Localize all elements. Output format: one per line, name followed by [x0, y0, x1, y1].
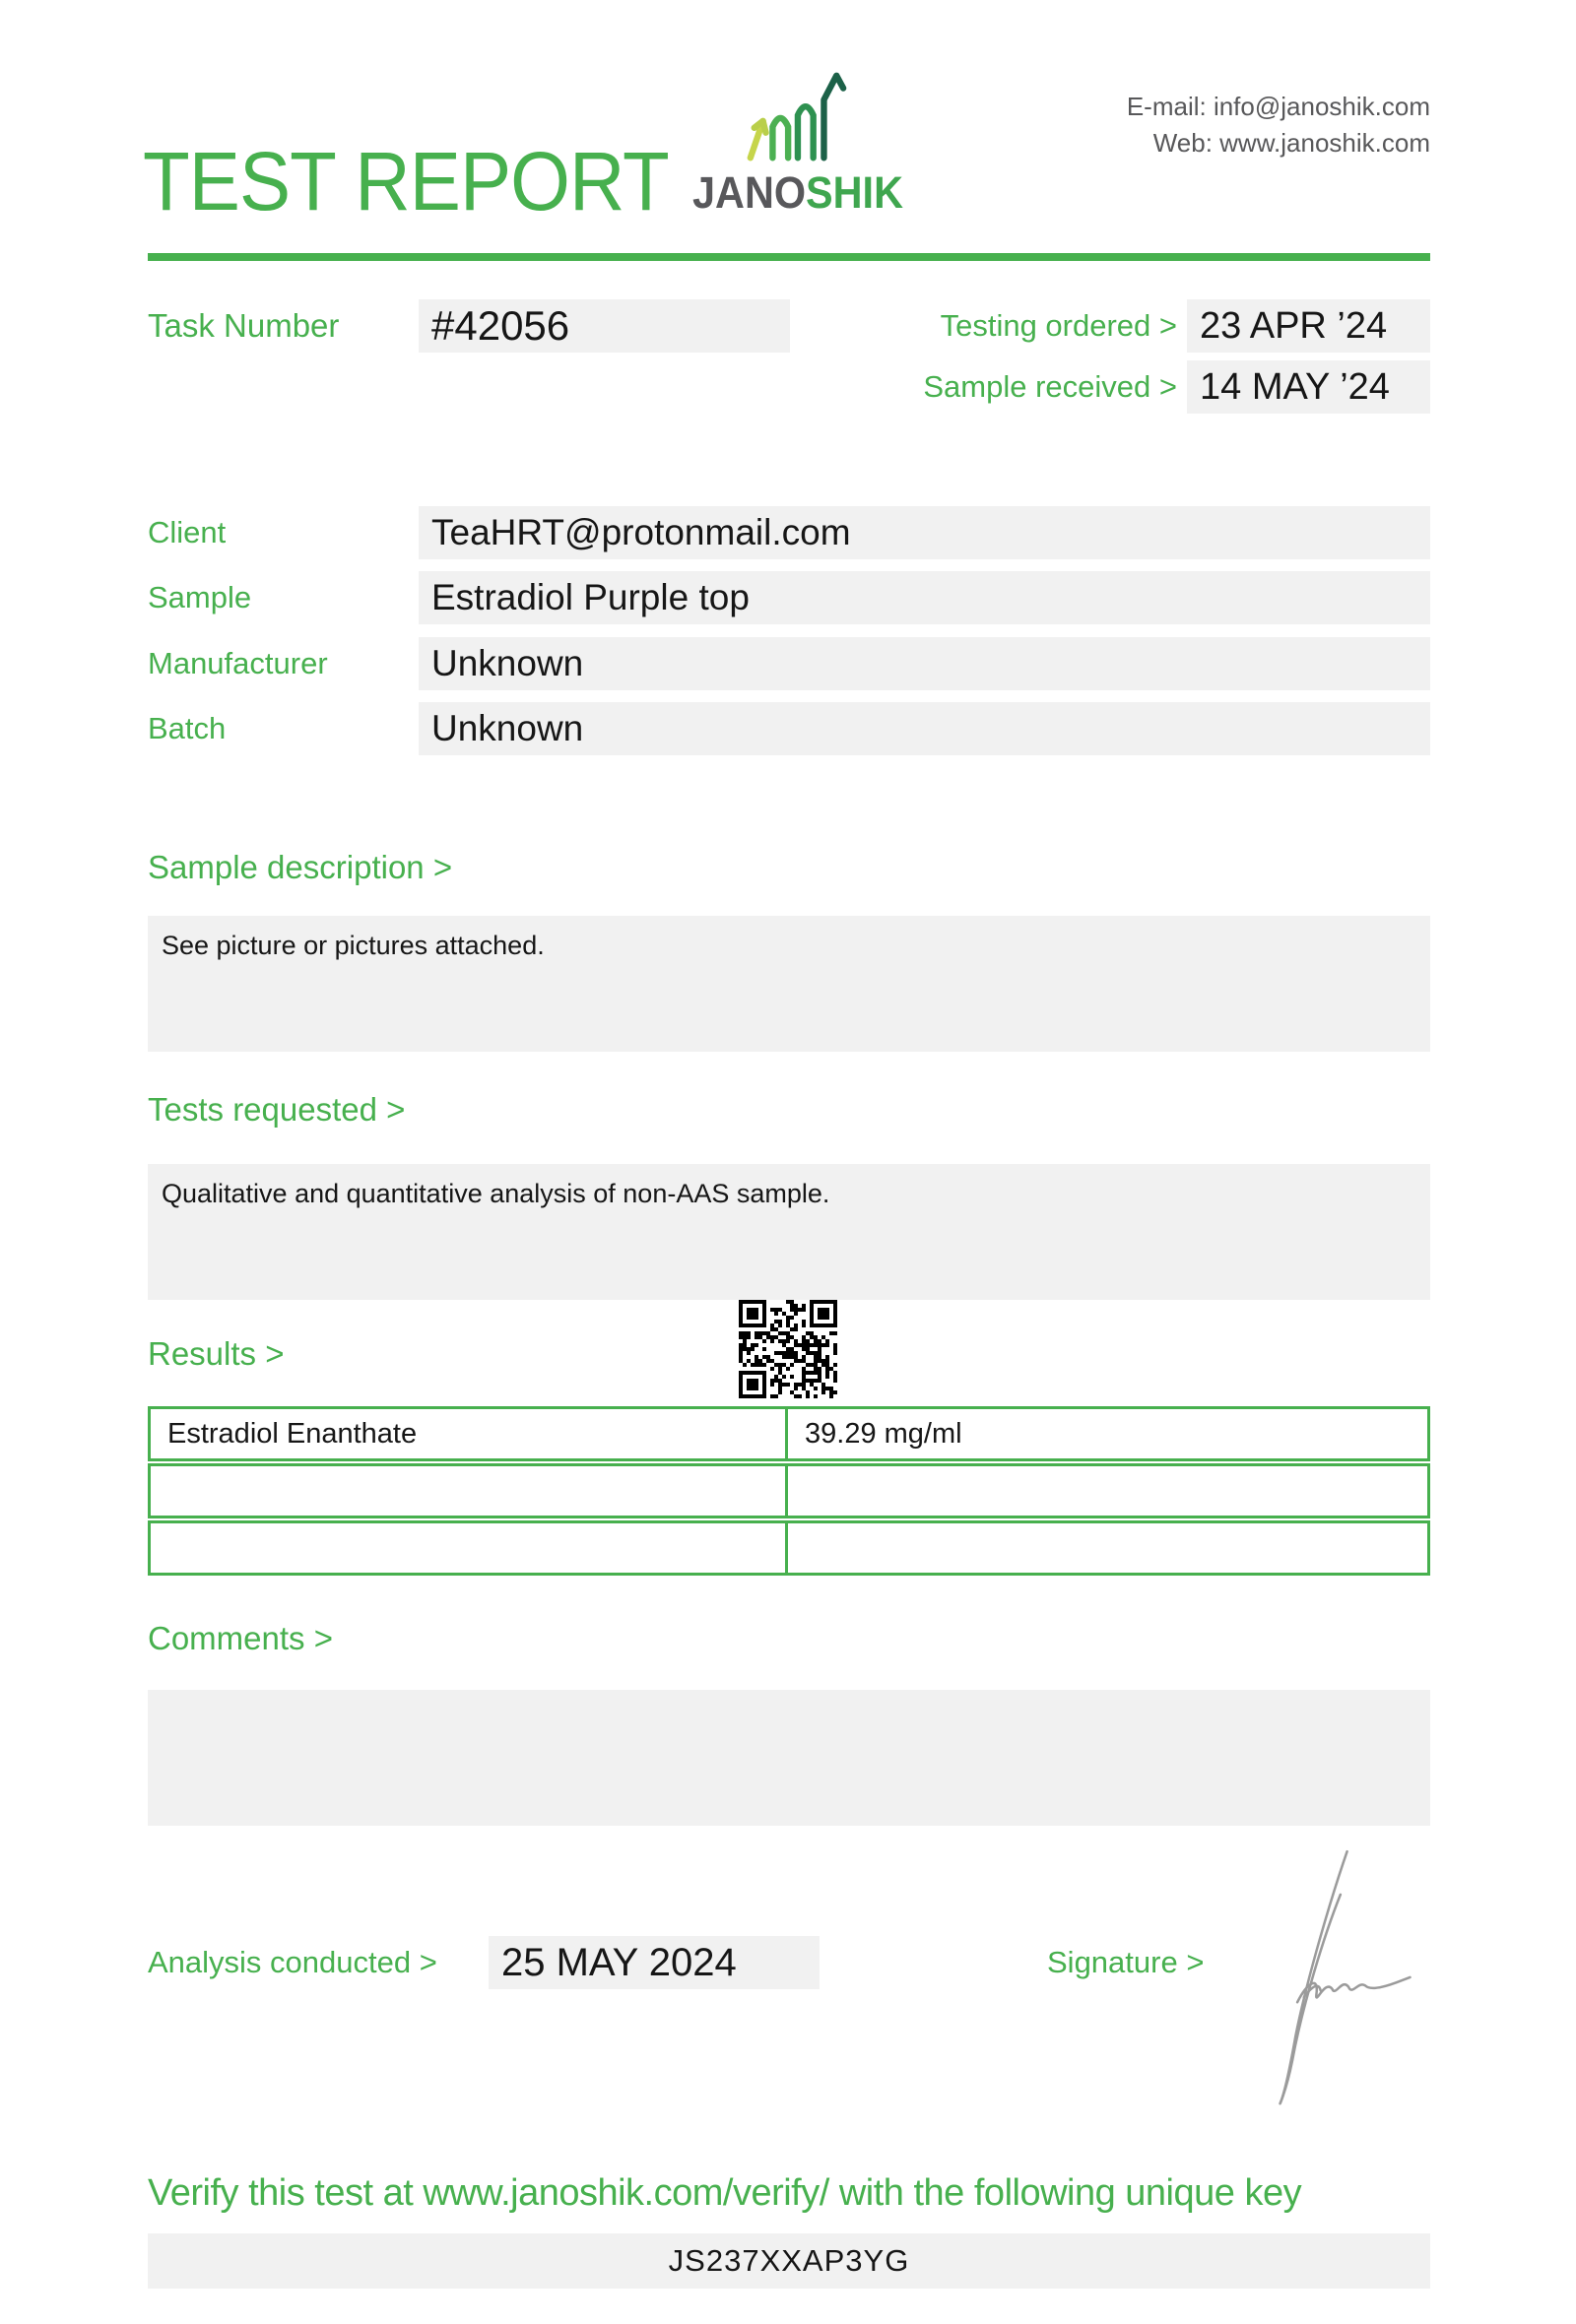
sample-description-box — [148, 916, 1430, 1052]
testing-ordered-value: 23 APR ’24 — [1187, 299, 1430, 353]
result-analyte-cell: Estradiol Enanthate — [148, 1406, 788, 1461]
result-analyte-cell — [148, 1520, 788, 1576]
testing-ordered-label: Testing ordered > — [940, 308, 1177, 343]
comments-heading: Comments > — [148, 1620, 333, 1656]
task-number-label: Task Number — [148, 307, 340, 344]
verify-instruction: Verify this test at www.janoshik.com/verify/ with the following unique key — [148, 2172, 1302, 2214]
sample-received-label: Sample received > — [923, 369, 1177, 404]
tests-requested-box — [148, 1164, 1430, 1300]
sample-received-value: 14 MAY ’24 — [1187, 360, 1430, 414]
batch-value: Unknown — [419, 702, 1430, 755]
qr-code — [739, 1300, 837, 1398]
results-table — [148, 1406, 1430, 1576]
signature-label: Signature > — [1047, 1945, 1205, 1979]
analysis-conducted-value: 25 MAY 2024 — [489, 1936, 820, 1989]
wordmark-left: JANO — [692, 167, 807, 218]
sample-value: Estradiol Purple top — [419, 571, 1430, 624]
result-value-cell — [785, 1520, 1430, 1576]
analysis-conducted-label: Analysis conducted > — [148, 1945, 437, 1979]
client-label: Client — [148, 515, 227, 549]
batch-label: Batch — [148, 711, 227, 745]
header-divider — [148, 253, 1430, 261]
result-value-cell: 39.29 mg/ml — [785, 1406, 1430, 1461]
unique-key-value: JS237XXAP3YG — [668, 2243, 910, 2278]
janoshik-chart-logo-icon — [741, 69, 849, 165]
signature-image — [1246, 1830, 1428, 2130]
results-heading: Results > — [148, 1335, 285, 1372]
result-analyte-cell — [148, 1463, 788, 1518]
sample-description-text: See picture or pictures attached. — [162, 931, 545, 960]
tests-requested-text: Qualitative and quantitative analysis of non-AAS sample. — [162, 1179, 830, 1208]
table-row — [148, 1520, 1430, 1576]
wordmark-right: SHIK — [806, 167, 903, 218]
client-value: TeaHRT@protonmail.com — [419, 506, 1430, 559]
table-row — [148, 1463, 1430, 1518]
contact-block — [1127, 89, 1430, 161]
page-title: TEST REPORT — [143, 135, 669, 227]
manufacturer-value: Unknown — [419, 637, 1430, 690]
manufacturer-label: Manufacturer — [148, 646, 328, 680]
unique-key-box — [148, 2233, 1430, 2289]
task-number-value: #42056 — [419, 299, 790, 353]
result-value-cell — [785, 1463, 1430, 1518]
janoshik-wordmark — [690, 167, 907, 219]
tests-requested-heading: Tests requested > — [148, 1091, 406, 1128]
comments-box — [148, 1690, 1430, 1826]
table-row — [148, 1406, 1430, 1461]
sample-description-heading: Sample description > — [148, 849, 453, 885]
sample-label: Sample — [148, 580, 252, 614]
contact-web: Web: www.janoshik.com — [1152, 128, 1430, 158]
contact-email: E-mail: info@janoshik.com — [1126, 92, 1430, 121]
